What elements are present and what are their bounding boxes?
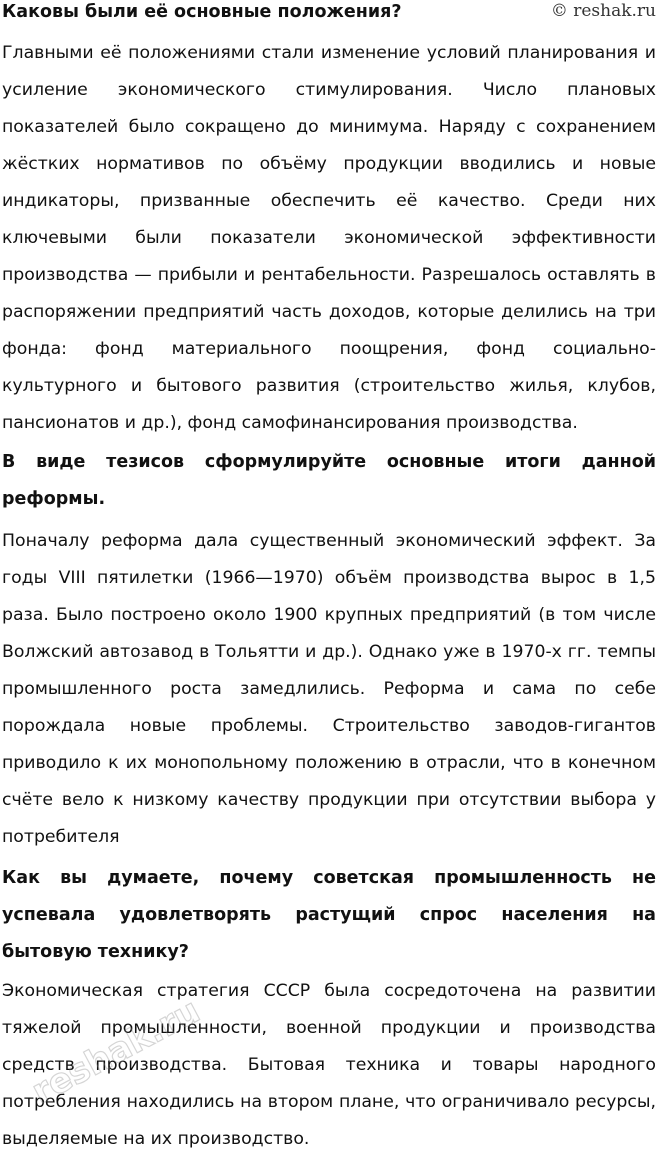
stamp-text: reshak.ru [25,990,207,1113]
section-2-text: Поначалу реформа дала существенный экономический эффект. За годы VIII пятилетки (1966—1970) объём производства вырос в 1,5 раза. Было построено около 1900 крупных предприятий (в том числе Волжский автозавод в Тольятти и др.). Однако уже в 1970-х гг. темпы промышленного роста замедлились. Реформа и сама по себе порождала новые проблемы. Строительство заводов-гигантов приводило к их монопольному положению в отрасли, что в конечном счёте вело к низкому качеству продукции при отсутствии выбора у потребителя [2,531,656,847]
section-3-heading: Как вы думаете, почему советская промышленность не успевала удовлетворять растущий спрос населения на бытовую технику? [2,868,656,962]
site-watermark: © reshak.ru [550,1,656,21]
section-3-text: Экономическая стратегия СССР была сосредоточена на развитии тяжелой промышленности, военной продукции и производства средств производства. Бытовая техника и товары народного потребления находились на втором плане, что ограничивало ресурсы, выделяемые на их производство. [2,981,656,1149]
section-2-heading: В виде тезисов сформулируйте основные итоги данной реформы. [2,452,656,509]
section-1-heading: Каковы были её основные положения? [2,2,402,22]
section-1-text: Главными её положениями стали изменение условий планирования и усиление экономического стимулирования. Число плановых показателей было сокращено до минимума. Наряду с сохранением жёстких нормативов по объёму продукции вводились и новые индикаторы, призванные обеспечить её качество. Среди них ключевыми были показатели экономической эффективности производства — прибыли и рентабельности. Разрешалось оставлять в распоряжении предприятий часть доходов, которые делились на три фонда: фонд материального поощрения, фонд социально-культурного и бытового развития (строительство жилья, клубов, пансионатов и др.), фонд самофинансирования производства. [2,43,656,433]
